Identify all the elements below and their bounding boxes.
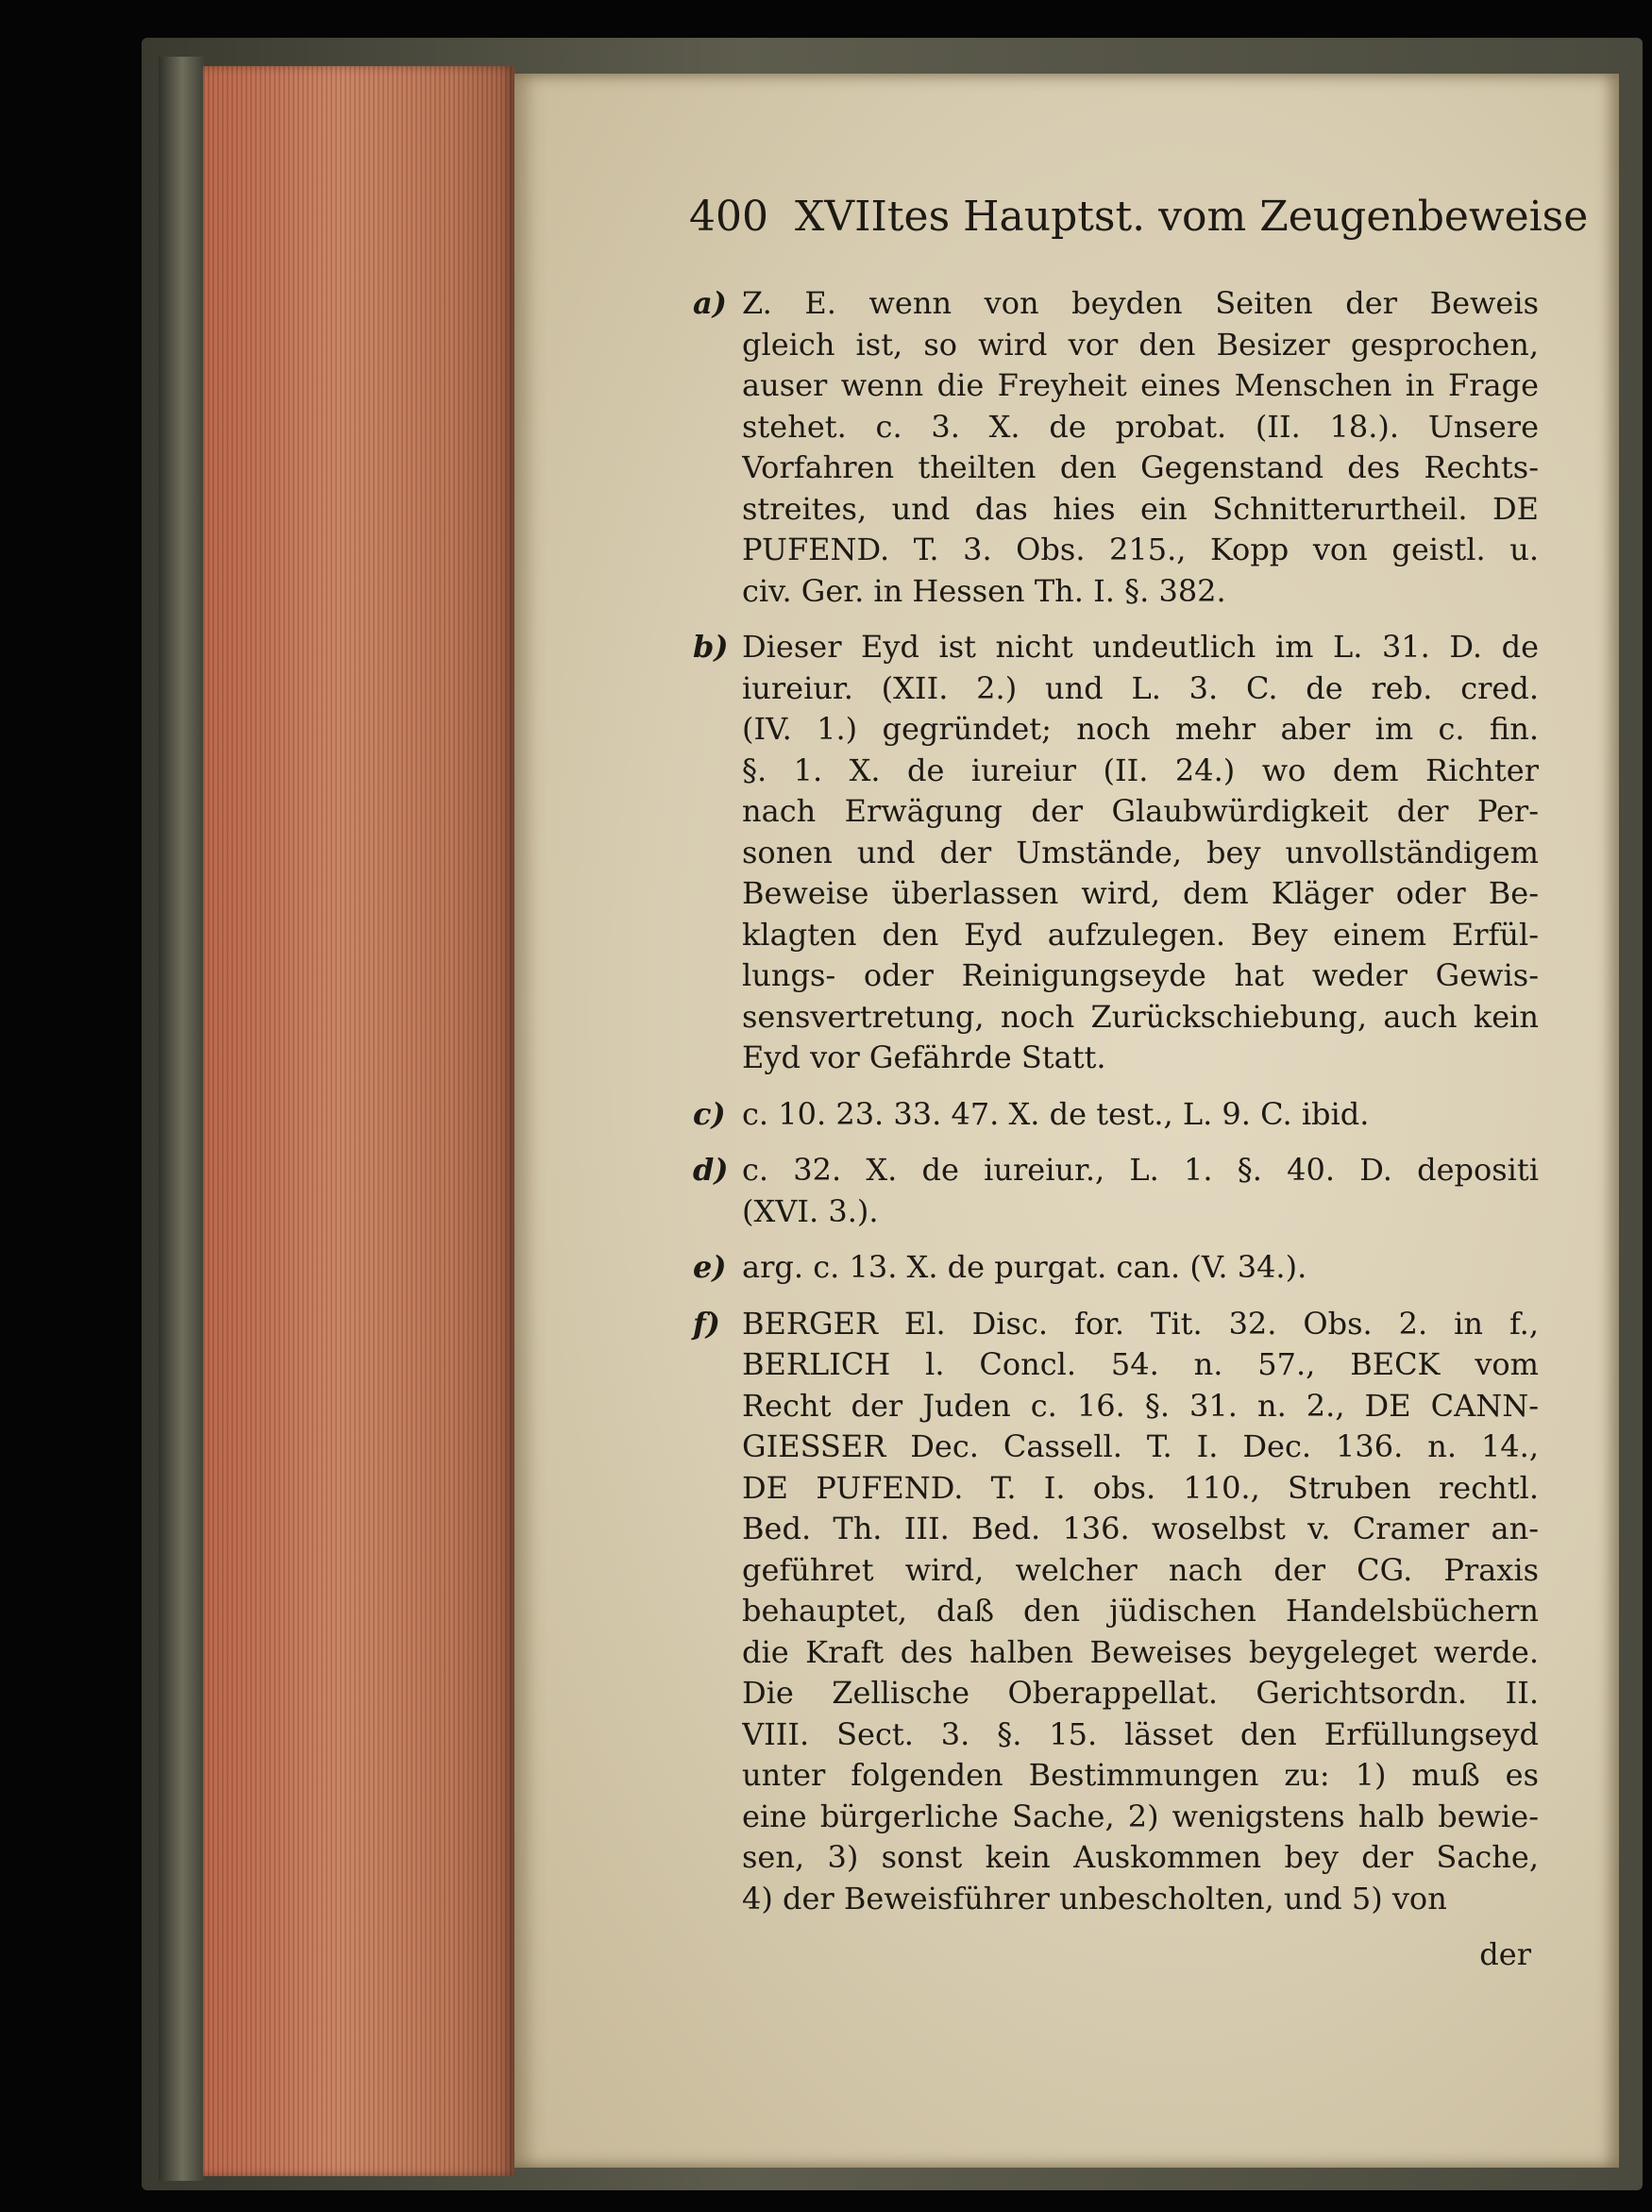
- text-line: die Kraft des halben Beweises beygeleget werde.: [742, 1633, 1539, 1670]
- footnote: [689, 1094, 1539, 1136]
- footnote-text: [742, 283, 1539, 612]
- text-line: sonen und der Umstände, bey unvollständigem: [742, 834, 1539, 870]
- footnote: [689, 1150, 1539, 1232]
- text-line: (IV. 1.) gegründet; noch mehr aber im c. fin.: [742, 711, 1539, 747]
- text-line: Vorfahren theilten den Gegenstand des Rechts-: [742, 449, 1539, 485]
- text-line: Recht der Juden c. 16. §. 31. n. 2., DE CANN-: [742, 1387, 1539, 1424]
- text-line: DE PUFEND. T. I. obs. 110., Struben rechtl.: [742, 1469, 1539, 1506]
- footnote-mark: f): [693, 1305, 720, 1342]
- text-line: stehet. c. 3. X. de probat. (II. 18.). Unsere: [742, 408, 1539, 445]
- footnote-mark: a): [693, 285, 727, 321]
- footnote-mark: c): [693, 1095, 726, 1132]
- catchword: der: [1479, 1936, 1531, 1972]
- text-line: Beweise überlassen wird, dem Kläger oder Be-: [742, 875, 1539, 911]
- footnote: [689, 1304, 1539, 1920]
- footnote-text: [742, 1304, 1539, 1920]
- text-line: lungs- oder Reinigungseyde hat weder Gewis-: [742, 957, 1539, 993]
- text-line: 4) der Beweisführer unbescholten, und 5) von: [742, 1880, 1447, 1917]
- text-line: c. 32. X. de iureiur., L. 1. §. 40. D. depositi: [742, 1152, 1539, 1188]
- text-line: Bed. Th. III. Bed. 136. woselbst v. Cramer an-: [742, 1511, 1539, 1546]
- text-line: Z. E. wenn von beyden Seiten der Beweis: [742, 285, 1539, 321]
- text-line: unter folgenden Bestimmungen zu: 1) muß es: [742, 1757, 1539, 1793]
- text-line: c. 10. 23. 33. 47. X. de test., L. 9. C. ibid.: [742, 1095, 1370, 1132]
- footnote-mark: e): [693, 1249, 727, 1285]
- page-number: 400: [689, 193, 768, 241]
- text-line: geführet wird, welcher nach der CG. Praxis: [742, 1551, 1539, 1588]
- text-line: VIII. Sect. 3. §. 15. lässet den Erfüllungseyd: [742, 1715, 1539, 1752]
- text-line: (XVI. 3.).: [742, 1192, 879, 1229]
- text-line: §. 1. X. de iureiur (II. 24.) wo dem Richter: [742, 751, 1539, 788]
- footnote: [689, 283, 1539, 612]
- footnote-text: [742, 1247, 1539, 1289]
- running-header: [689, 193, 1589, 241]
- book-spine: [159, 57, 206, 2181]
- text-line: iureiur. (XII. 2.) und L. 3. C. de reb. cred.: [742, 669, 1539, 706]
- footnote-text: [742, 627, 1539, 1079]
- page-content: [689, 193, 1589, 1976]
- page-edges: [203, 66, 514, 2176]
- text-line: eine bürgerliche Sache, 2) wenigstens halb bewie-: [742, 1798, 1539, 1834]
- text-line: Dieser Eyd ist nicht undeutlich im L. 31. D. de: [742, 629, 1539, 665]
- text-line: arg. c. 13. X. de purgat. can. (V. 34.).: [742, 1249, 1307, 1285]
- text-line: GIESSER Dec. Cassell. T. I. Dec. 136. n. 14.,: [742, 1428, 1539, 1464]
- footnotes: [689, 283, 1539, 1919]
- text-line: sensvertretung, noch Zurückschiebung, auch kein: [742, 998, 1539, 1035]
- text-line: klagten den Eyd aufzulegen. Bey einem Erfül-: [742, 916, 1539, 953]
- text-line: Die Zellische Oberappellat. Gerichtsordn. II.: [742, 1675, 1539, 1711]
- text-line: PUFEND. T. 3. Obs. 215., Kopp von geistl. u.: [742, 532, 1539, 567]
- footnote-mark: b): [693, 629, 729, 665]
- text-line: nach Erwägung der Glaubwürdigkeit der Per-: [742, 793, 1539, 829]
- text-line: Eyd vor Gefährde Statt.: [742, 1039, 1106, 1075]
- book-page: [514, 74, 1619, 2168]
- text-line: BERLICH l. Concl. 54. n. 57., BECK vom: [742, 1346, 1539, 1382]
- text-line: BERGER El. Disc. for. Tit. 32. Obs. 2. in f.,: [742, 1305, 1539, 1342]
- text-line: sen, 3) sonst kein Auskommen bey der Sache,: [742, 1839, 1539, 1875]
- footnote-text: [742, 1094, 1539, 1136]
- footnote-text: [742, 1150, 1539, 1232]
- text-line: gleich ist, so wird vor den Besizer gesprochen,: [742, 326, 1539, 363]
- text-line: civ. Ger. in Hessen Th. I. §. 382.: [742, 572, 1226, 609]
- footnote: [689, 627, 1539, 1079]
- footnote-mark: d): [693, 1152, 729, 1188]
- text-line: behauptet, daß den jüdischen Handelsbüchern: [742, 1593, 1539, 1629]
- text-line: streites, und das hies ein Schnitterurtheil. DE: [742, 490, 1539, 527]
- running-title: XVIItes Hauptst. vom Zeugenbeweise: [794, 193, 1589, 241]
- footnote: [689, 1247, 1539, 1289]
- text-line: auser wenn die Freyheit eines Menschen in Frage: [742, 367, 1539, 403]
